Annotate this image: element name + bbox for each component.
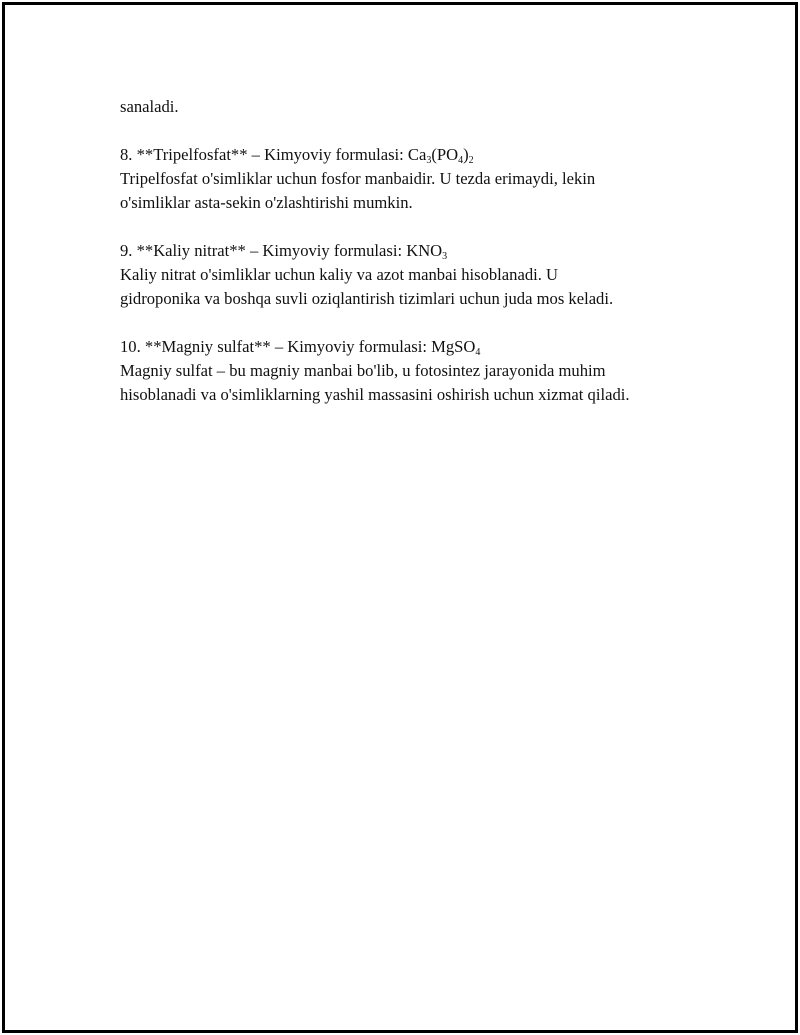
item-magniy-sulfat — [120, 335, 720, 407]
body-line: gidroponika va boshqa suvli oziqlantirish tizimlari uchun juda mos keladi. — [120, 289, 614, 308]
formula-part: MgSO — [431, 337, 476, 356]
document-content — [120, 95, 720, 407]
formula-subscript: 2 — [468, 155, 474, 166]
heading-text: 10. **Magniy sulfat** – Kimyoviy formulasi: — [120, 337, 432, 356]
item-heading — [120, 335, 720, 359]
chemical-formula — [408, 145, 474, 164]
body-line: Tripelfosfat o'simliklar uchun fosfor manbaidir. U tezda erimaydi, lekin — [120, 169, 596, 188]
body-line: hisoblanadi va o'simliklarning yashil massasini oshirish uchun xizmat qiladi. — [120, 385, 630, 404]
formula-subscript: 4 — [475, 347, 481, 358]
item-heading — [120, 143, 720, 167]
formula-subscript: 3 — [426, 155, 432, 166]
body-line: Magniy sulfat – bu magniy manbai bo'lib, u fotosintez jarayonida muhim — [120, 361, 606, 380]
item-kaliy-nitrat — [120, 239, 720, 311]
body-line: Kaliy nitrat o'simliklar uchun kaliy va azot manbai hisoblanadi. U — [120, 265, 559, 284]
formula-part: (PO — [431, 145, 459, 164]
item-heading — [120, 239, 720, 263]
formula-subscript: 3 — [442, 251, 448, 262]
item-tripelfosfat — [120, 143, 720, 215]
chemical-formula — [406, 241, 447, 260]
continuation-text: sanaladi. — [120, 97, 179, 116]
formula-part: ) — [463, 145, 469, 164]
body-line: o'simliklar asta-sekin o'zlashtirishi mumkin. — [120, 193, 413, 212]
chemical-formula — [431, 337, 480, 356]
page-frame — [2, 2, 798, 1033]
heading-text: 8. **Tripelfosfat** – Kimyoviy formulasi: — [120, 145, 408, 164]
formula-part: KNO — [406, 241, 443, 260]
heading-text: 9. **Kaliy nitrat** – Kimyoviy formulasi: — [120, 241, 407, 260]
formula-subscript: 4 — [458, 155, 464, 166]
formula-part: Ca — [407, 145, 427, 164]
